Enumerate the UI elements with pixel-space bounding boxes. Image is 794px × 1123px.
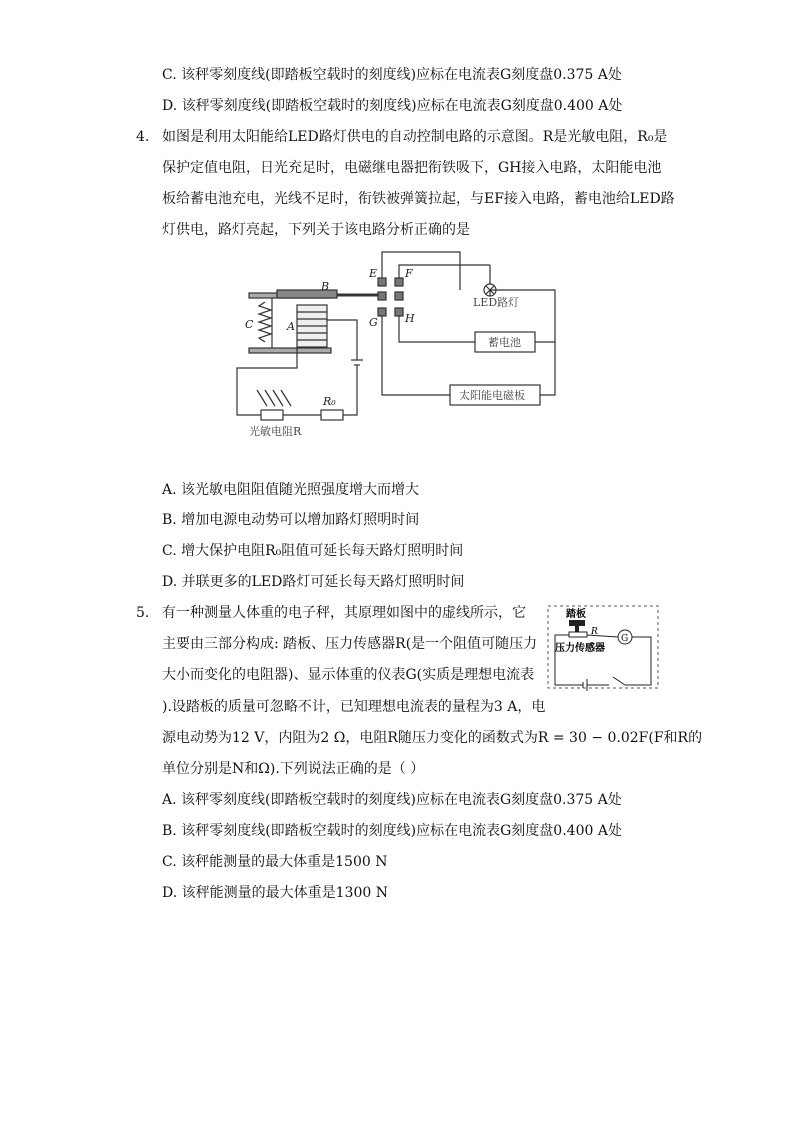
q4-option-d: D. 并联更多的LED路灯可延长每天路灯照明时间 (162, 574, 465, 590)
sensor-r-label: R (591, 627, 598, 637)
question-5-line-3: 大小而变化的电阻器)、显示体重的仪表G(实质是理想电流表 (162, 667, 535, 683)
spring-c (259, 302, 271, 342)
pressure-sensor (569, 632, 587, 637)
label-r0: R₀ (323, 395, 336, 408)
solar-label: 太阳能电磁板 (459, 389, 525, 402)
q5-option-c: C. 该秤能测量的最大体重是1500 N (162, 854, 388, 870)
pedal-label: 踏板 (566, 609, 586, 620)
q4-option-c: C. 增大保护电阻R₀阻值可延长每天路灯照明时间 (162, 543, 464, 559)
option-c-prev: C. 该秤零刻度线(即踏板空载时的刻度线)应标在电流表G刻度盘0.375 A处 (162, 67, 622, 83)
question-4-number: 4. (136, 129, 150, 145)
question-5-line-1: 有一种测量人体重的电子秤，其原理如图中的虚线所示，它 (162, 605, 526, 621)
circuit-diagram-q4 (235, 250, 565, 445)
galvanometer-label: G (621, 634, 629, 644)
q5-option-b: B. 该秤零刻度线(即踏板空载时的刻度线)应标在电流表G刻度盘0.400 A处 (162, 823, 622, 839)
question-4-line-2: 保护定值电阻，日光充足时，电磁继电器把衔铁吸下，GH接入电路，太阳能电池 (162, 160, 662, 176)
label-h: H (405, 312, 415, 325)
q4-option-b: B. 增加电源电动势可以增加路灯照明时间 (162, 512, 420, 528)
label-f: F (405, 267, 413, 280)
label-e: E (369, 267, 378, 280)
label-g: G (369, 316, 378, 329)
pedal (569, 620, 585, 626)
contact-g (378, 308, 386, 316)
led-label: LED路灯 (473, 296, 520, 309)
question-5-number: 5. (136, 605, 150, 621)
question-5-line-4: ).设踏板的质量可忽略不计，已知理想电流表的量程为3 A，电 (162, 699, 546, 715)
photoresistor-r (261, 410, 283, 420)
question-4-line-3: 板给蓄电池充电，光线不足时，衔铁被弹簧拉起，与EF接入电路，蓄电池给LED路 (162, 191, 675, 207)
q5-option-a: A. 该秤零刻度线(即踏板空载时的刻度线)应标在电流表G刻度盘0.375 A处 (162, 792, 622, 808)
battery-label: 蓄电池 (488, 336, 521, 349)
protect-resistor-r0 (321, 410, 343, 420)
question-5-line-2: 主要由三部分构成: 踏板、压力传感器R(是一个阻值可随压力 (162, 636, 538, 652)
contact-h (395, 308, 403, 316)
contact-f (395, 278, 403, 286)
scale-circuit-diagram-q5 (547, 605, 659, 695)
relay-base (249, 348, 331, 353)
q4-option-a: A. 该光敏电阻阻值随光照强度增大而增大 (162, 482, 420, 498)
sensor-label: 压力传感器 (555, 643, 605, 654)
label-a: A (287, 320, 295, 333)
question-4-line-1: 如图是利用太阳能给LED路灯供电的自动控制电路的示意图。R是光敏电阻，R₀是 (162, 129, 668, 145)
label-b: B (321, 280, 330, 293)
contact-e (378, 278, 386, 286)
question-4-line-4: 灯供电，路灯亮起，下列关于该电路分析正确的是 (162, 222, 470, 238)
question-5-line-5: 源电动势为12 V，内阻为2 Ω，电阻R随压力变化的函数式为R = 30 − 0.02F(F和R的 (162, 730, 703, 746)
question-5-line-6: 单位分别是N和Ω).下列说法正确的是（ ） (162, 761, 425, 777)
option-d-prev: D. 该秤零刻度线(即踏板空载时的刻度线)应标在电流表G刻度盘0.400 A处 (162, 98, 623, 114)
label-c: C (245, 318, 254, 331)
photoresistor-label: 光敏电阻R (249, 425, 302, 438)
q5-option-d: D. 该秤能测量的最大体重是1300 N (162, 885, 388, 901)
